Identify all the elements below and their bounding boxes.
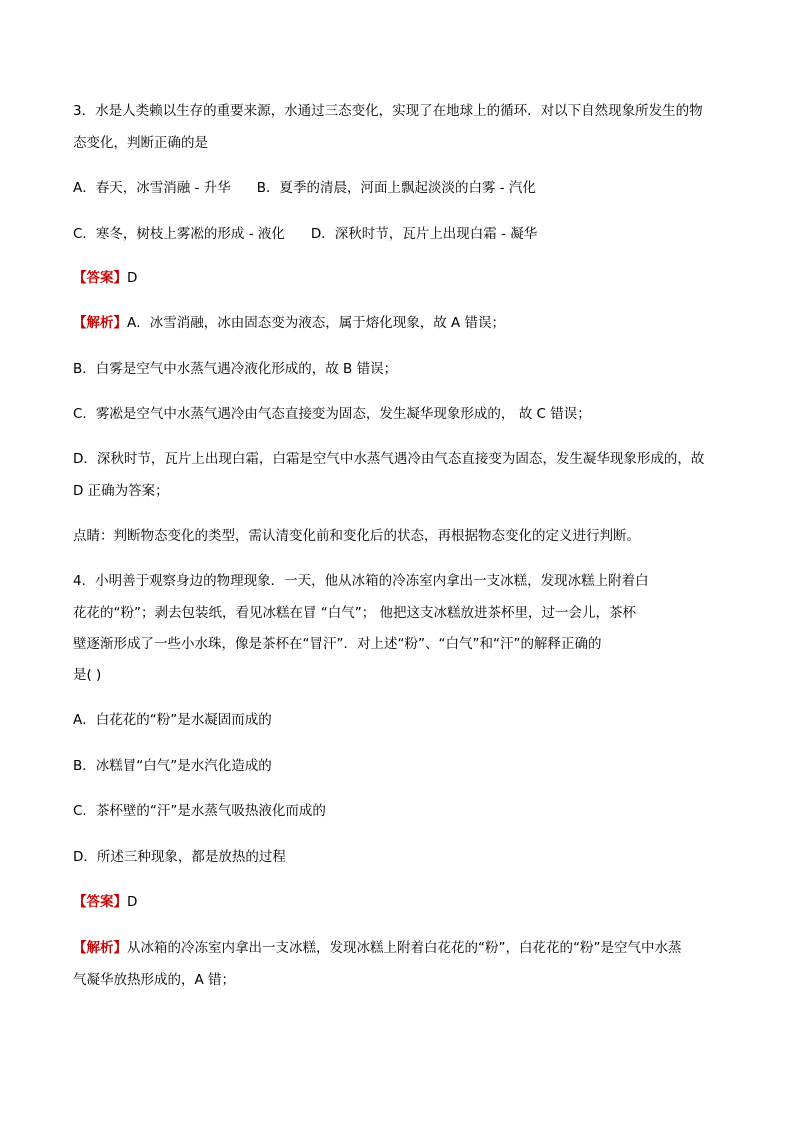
q3-analysis-c: C．雾凇是空气中水蒸气遇冷由气态直接变为固态，发生凝华现象形成的， 故 C 错误； [73,406,591,422]
q3-answer-tag: 【答案】 [73,270,127,286]
q3-stem-line-2: 态变化，判断正确的是 [73,135,208,151]
q4-answer [73,892,733,912]
q4-option-d: D．所述三种现象，都是放热的过程 [73,849,286,865]
q4-analysis-text-1: 从冰箱的冷冻室内拿出一支冰糕，发现冰糕上附着白花花的“粉”，白花花的“粉”是空气中水蒸 [127,940,682,956]
q4-stem-line-2: 花花的“粉”；剥去包装纸，看见冰糕在冒 “白气”； 他把这支冰糕放进茶杯里，过一会儿，茶杯 [73,605,637,621]
q3-analysis-d-line-1: D．深秋时节，瓦片上出现白霜，白霜是空气中水蒸气遇冷由气态直接变为固态，发生凝华现象形成的，故 [73,451,705,467]
q4-stem-line-4: 是( ) [73,667,102,683]
q3-option-b: B．夏季的清晨，河面上飘起淡淡的白雾 - 汽化 [256,180,536,196]
q4-option-b: B．冰糕冒“白气”是水汽化造成的 [73,758,272,774]
q3-analysis-a [73,313,733,333]
q4-stem-line-3: 壁逐渐形成了一些小水珠，像是茶杯在“冒汗”．对上述“粉”、“白气”和“汗”的解释正确的 [73,636,602,652]
q3-options-cd [73,224,733,244]
q3-option-d: D．深秋时节，瓦片上出现白霜 - 凝华 [310,226,538,242]
q4-analysis-tag: 【解析】 [73,940,127,956]
q3-options-ab [73,178,733,198]
q3-option-a: A．春天，冰雪消融 - 升华 [73,180,231,196]
q3-analysis-tag: 【解析】 [73,315,127,331]
q3-analysis-a-text: A．冰雪消融，冰由固态变为液态，属于熔化现象，故 A 错误； [127,315,506,331]
q3-answer-value: D [127,270,138,286]
q3-analysis-d-line-2: D 正确为答案； [73,483,169,499]
q3-option-c: C．寒冬，树枝上雾凇的形成 - 液化 [73,226,285,242]
q3-comment: 点睛：判断物态变化的类型，需认清变化前和变化后的状态，再根据物态变化的定义进行判断。 [73,528,640,544]
q4-analysis-line-1 [73,938,733,958]
q4-stem-line-1: 4．小明善于观察身边的物理现象．一天，他从冰箱的冷冻室内拿出一支冰糕，发现冰糕上附着白 [73,573,649,589]
q4-answer-value: D [127,894,138,910]
q4-option-a: A．白花花的“粉”是水凝固而成的 [73,712,272,728]
q4-analysis-line-2: 气凝华放热形成的，A 错； [73,972,236,988]
q3-stem-line-1: 3．水是人类赖以生存的重要来源，水通过三态变化，实现了在地球上的循环．对以下自然现象所发生的物 [73,103,703,119]
q4-option-c: C．茶杯壁的“汗”是水蒸气吸热液化而成的 [73,803,326,819]
q3-answer [73,268,733,288]
q3-analysis-b: B．白雾是空气中水蒸气遇冷液化形成的，故 B 错误； [73,361,398,377]
q4-answer-tag: 【答案】 [73,894,127,910]
